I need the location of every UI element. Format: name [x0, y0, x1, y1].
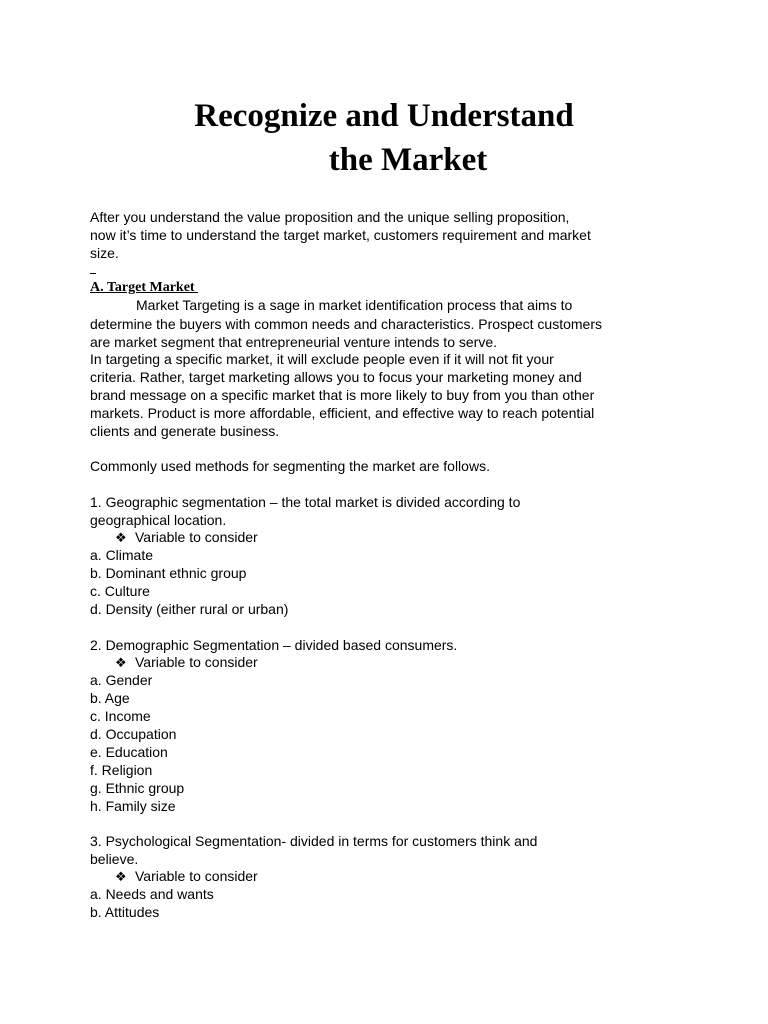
segmentation-1-line-2: geographical location.: [90, 512, 227, 528]
paragraph1-line-1: Market Targeting is a sage in market identification process that aims to: [136, 297, 573, 313]
methods-intro: Commonly used methods for segmenting the market are follows.: [90, 458, 490, 474]
list-item: a. Needs and wants: [90, 886, 214, 902]
paragraph2-line-2: criteria. Rather, target marketing allows you to focus your marketing money and: [90, 369, 582, 385]
page-title-line-1: Recognize and Understand: [194, 98, 574, 134]
list-item: b. Dominant ethnic group: [90, 565, 247, 581]
segmentation-3-variable-label: [115, 867, 258, 886]
diamond-bullet-icon: ❖: [115, 530, 127, 545]
list-item: c. Culture: [90, 583, 150, 599]
variable-label: Variable to consider: [135, 529, 258, 545]
segmentation-2-variable-label: [115, 653, 258, 672]
segmentation-3-line-2: believe.: [90, 851, 139, 867]
stray-underline-mark: [90, 273, 96, 274]
paragraph2-line-3: brand message on a specific market that is more likely to buy from you than other: [90, 387, 595, 403]
paragraph2-line-4: markets. Product is more affordable, efficient, and effective way to reach potential: [90, 405, 595, 421]
list-item: g. Ethnic group: [90, 780, 185, 796]
list-item: f. Religion: [90, 762, 153, 778]
list-item: a. Climate: [90, 547, 154, 563]
list-item: c. Income: [90, 708, 151, 724]
paragraph1-line-2: determine the buyers with common needs and characteristics. Prospect customers: [90, 316, 603, 332]
list-item: e. Education: [90, 744, 168, 760]
list-item: b. Attitudes: [90, 904, 160, 920]
segmentation-1-variable-label: [115, 528, 258, 547]
section-heading-target-market: A. Target Market: [90, 280, 199, 295]
list-item: d. Density (either rural or urban): [90, 601, 289, 617]
segmentation-3-line-1: 3. Psychological Segmentation- divided in terms for customers think and: [90, 833, 538, 849]
segmentation-1-line-1: 1. Geographic segmentation – the total market is divided according to: [90, 494, 521, 510]
paragraph2-line-5: clients and generate business.: [90, 423, 280, 439]
variable-label: Variable to consider: [135, 654, 258, 670]
paragraph1-line-3: are market segment that entrepreneurial venture intends to serve.: [90, 334, 497, 350]
intro-line-3: size.: [90, 245, 119, 261]
page-title-line-2: the Market: [328, 142, 488, 178]
diamond-bullet-icon: ❖: [115, 655, 127, 670]
list-item: b. Age: [90, 690, 130, 706]
segmentation-2-line-1: 2. Demographic Segmentation – divided based consumers.: [90, 637, 458, 653]
list-item: d. Occupation: [90, 726, 177, 742]
diamond-bullet-icon: ❖: [115, 869, 127, 884]
paragraph2-line-1: In targeting a specific market, it will exclude people even if it will not fit your: [90, 351, 554, 367]
intro-line-1: After you understand the value proposition and the unique selling proposition,: [90, 209, 570, 225]
list-item: h. Family size: [90, 798, 176, 814]
variable-label: Variable to consider: [135, 868, 258, 884]
list-item: a. Gender: [90, 672, 153, 688]
intro-line-2: now it’s time to understand the target market, customers requirement and market: [90, 227, 591, 243]
